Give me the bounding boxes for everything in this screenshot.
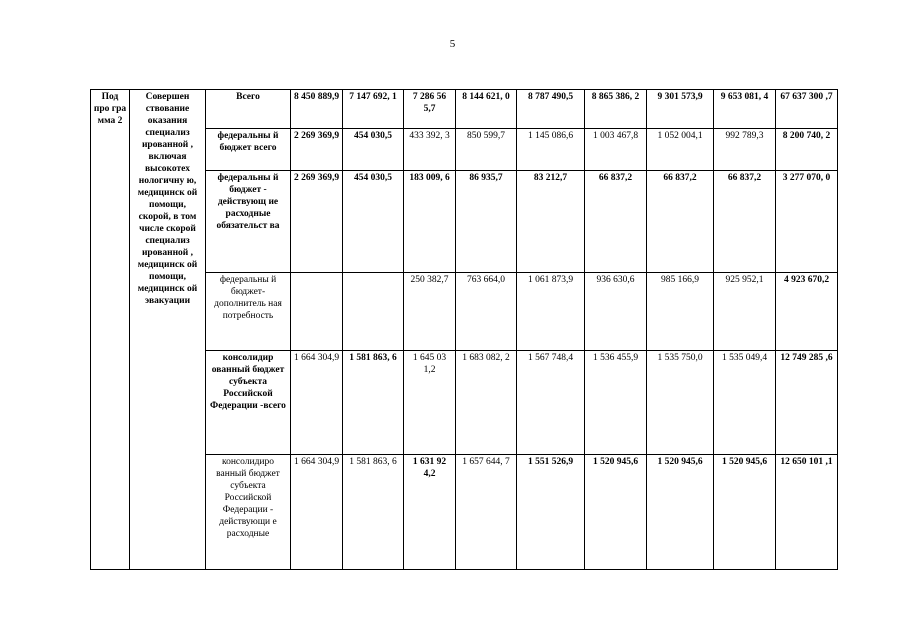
table-cell: 1 535 750,0 xyxy=(647,351,714,455)
table-cell: 1 664 304,9 xyxy=(291,351,343,455)
table-cell: 250 382,7 xyxy=(404,273,456,351)
table-cell: 1 520 945,6 xyxy=(585,455,647,570)
funding-source: консолидир ованный бюджет субъекта Российской Федерации -всего xyxy=(206,351,291,455)
subprogram-description: Совершен ствование оказания специализ ированной , включая высокотех нологичну ю, медицинск ой помощи, скорой, в том числе скорой специализ ированной , медицинск ой помощи, медицинск ой эвакуации xyxy=(130,90,206,570)
table-cell: 1 520 945,6 xyxy=(714,455,776,570)
budget-table xyxy=(90,89,838,570)
table-cell: 4 923 670,2 xyxy=(776,273,838,351)
table-cell: 763 664,0 xyxy=(456,273,517,351)
table-cell: 454 030,5 xyxy=(343,129,404,171)
table-cell: 1 645 03 1,2 xyxy=(404,351,456,455)
table-cell xyxy=(291,273,343,351)
table-cell: 8 450 889,9 xyxy=(291,90,343,129)
table-cell: 1 520 945,6 xyxy=(647,455,714,570)
table-cell: 1 535 049,4 xyxy=(714,351,776,455)
funding-source: федеральны й бюджет- дополнитель ная потребность xyxy=(206,273,291,351)
table-cell: 1 657 644, 7 xyxy=(456,455,517,570)
table-cell: 1 536 455,9 xyxy=(585,351,647,455)
table-cell: 67 637 300 ,7 xyxy=(776,90,838,129)
table-cell: 1 631 92 4,2 xyxy=(404,455,456,570)
funding-source: Всего xyxy=(206,90,291,129)
table-cell: 925 952,1 xyxy=(714,273,776,351)
table-cell: 3 277 070, 0 xyxy=(776,171,838,273)
table-cell: 936 630,6 xyxy=(585,273,647,351)
funding-source: федеральны й бюджет - действующ ие расходные обязательст ва xyxy=(206,171,291,273)
table-cell: 2 269 369,9 xyxy=(291,129,343,171)
table-cell: 9 653 081, 4 xyxy=(714,90,776,129)
subprogram-cell: Под про гра мма 2 xyxy=(91,90,130,570)
table-cell: 9 301 573,9 xyxy=(647,90,714,129)
table-cell: 1 683 082, 2 xyxy=(456,351,517,455)
table-cell: 12 749 285 ,6 xyxy=(776,351,838,455)
table-cell: 454 030,5 xyxy=(343,171,404,273)
table-cell: 8 200 740, 2 xyxy=(776,129,838,171)
table-cell: 66 837,2 xyxy=(585,171,647,273)
table-cell: 183 009, 6 xyxy=(404,171,456,273)
table-cell: 433 392, 3 xyxy=(404,129,456,171)
table-cell: 1 664 304,9 xyxy=(291,455,343,570)
table-cell: 1 003 467,8 xyxy=(585,129,647,171)
table-cell: 1 567 748,4 xyxy=(517,351,585,455)
table-cell: 8 865 386, 2 xyxy=(585,90,647,129)
table-cell: 12 650 101 ,1 xyxy=(776,455,838,570)
funding-source: консолидиро ванный бюджет субъекта Российской Федерации - действующи е расходные xyxy=(206,455,291,570)
table-cell: 66 837,2 xyxy=(714,171,776,273)
page-number: 5 xyxy=(449,38,456,50)
table-cell: 992 789,3 xyxy=(714,129,776,171)
table-cell: 86 935,7 xyxy=(456,171,517,273)
table-row xyxy=(91,90,838,129)
table-cell: 1 551 526,9 xyxy=(517,455,585,570)
table-cell: 1 052 004,1 xyxy=(647,129,714,171)
table-cell: 1 061 873,9 xyxy=(517,273,585,351)
table-cell: 7 147 692, 1 xyxy=(343,90,404,129)
table-cell: 1 581 863, 6 xyxy=(343,351,404,455)
funding-source: федеральны й бюджет всего xyxy=(206,129,291,171)
table-cell: 850 599,7 xyxy=(456,129,517,171)
table-cell: 985 166,9 xyxy=(647,273,714,351)
table-cell: 8 144 621, 0 xyxy=(456,90,517,129)
table-cell: 1 145 086,6 xyxy=(517,129,585,171)
table-cell: 8 787 490,5 xyxy=(517,90,585,129)
table-cell: 66 837,2 xyxy=(647,171,714,273)
table-cell: 83 212,7 xyxy=(517,171,585,273)
table-cell: 1 581 863, 6 xyxy=(343,455,404,570)
table-cell xyxy=(343,273,404,351)
table-cell: 2 269 369,9 xyxy=(291,171,343,273)
table-cell: 7 286 56 5,7 xyxy=(404,90,456,129)
